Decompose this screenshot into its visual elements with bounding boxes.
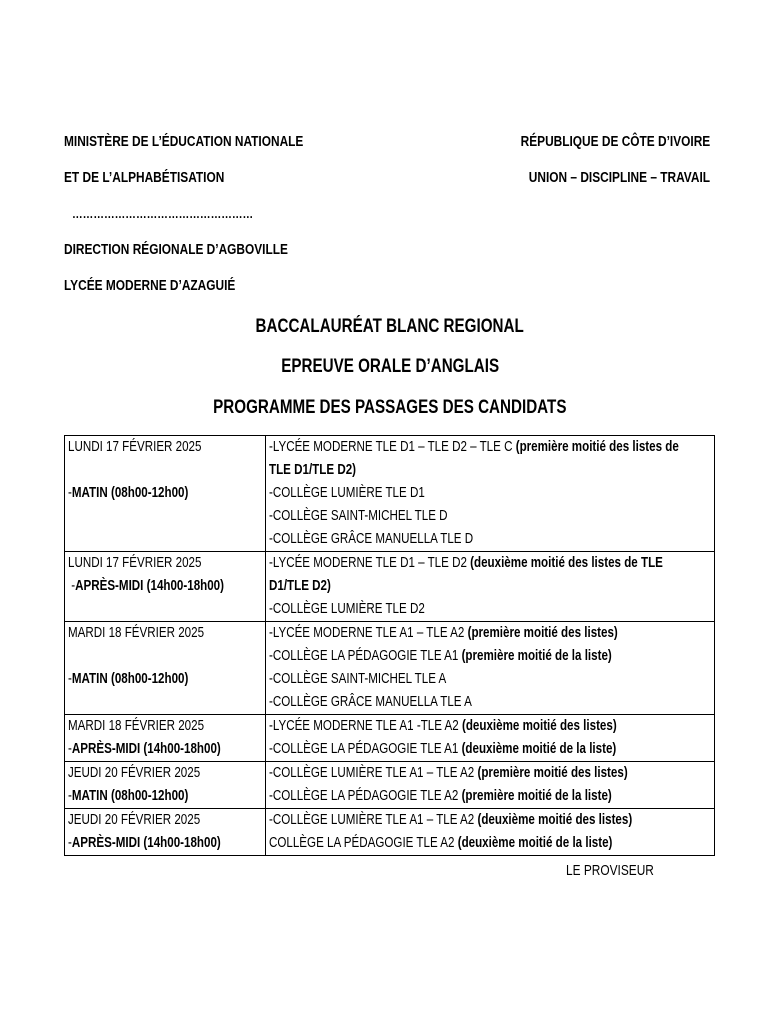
republic-line: RÉPUBLIQUE DE CÔTE D’IVOIRE xyxy=(520,134,710,150)
candidates-cell xyxy=(266,809,715,856)
ministry-line-1: MINISTÈRE DE L’ÉDUCATION NATIONALE xyxy=(64,134,304,150)
exam-date: MARDI 18 FÉVRIER 2025 xyxy=(68,718,205,734)
subtitle-exam: EPREUVE ORALE D’ANGLAIS xyxy=(281,356,499,377)
date-session-cell xyxy=(65,436,266,552)
class-list: -LYCÉE MODERNE TLE D1 – TLE D2 – TLE C xyxy=(269,439,516,455)
session-prefix: - xyxy=(68,835,72,851)
candidates-cell xyxy=(266,552,715,622)
table-row xyxy=(65,436,715,552)
exam-date: JEUDI 20 FÉVRIER 2025 xyxy=(68,812,201,828)
class-list: -COLLÈGE LUMIÈRE TLE A1 – TLE A2 xyxy=(269,765,478,781)
class-list: -COLLÈGE LA PÉDAGOGIE TLE A1 xyxy=(269,741,462,757)
signature-label: LE PROVISEUR xyxy=(566,863,654,879)
exam-date: JEUDI 20 FÉVRIER 2025 xyxy=(68,765,201,781)
table-row xyxy=(65,622,715,715)
list-portion-note: (première moitié des listes de xyxy=(515,439,679,455)
table-row xyxy=(65,715,715,762)
table-row xyxy=(65,552,715,622)
table-row xyxy=(65,809,715,856)
session-prefix: - xyxy=(68,578,76,594)
regional-direction: DIRECTION RÉGIONALE D’AGBOVILLE xyxy=(64,242,288,258)
class-list: -COLLÈGE GRÂCE MANUELLA TLE D xyxy=(269,531,474,547)
candidate-line xyxy=(269,691,472,714)
date-session-cell xyxy=(65,809,266,856)
candidate-line xyxy=(269,762,628,785)
candidates-cell xyxy=(266,436,715,552)
table-row xyxy=(65,762,715,809)
class-list: -COLLÈGE GRÂCE MANUELLA TLE A xyxy=(269,694,472,710)
exam-date: LUNDI 17 FÉVRIER 2025 xyxy=(68,555,202,571)
list-portion-note: (première moitié des listes) xyxy=(477,765,628,781)
session-time: APRÈS-MIDI (14h00-18h00) xyxy=(71,741,221,757)
session-time: APRÈS-MIDI (14h00-18h00) xyxy=(71,835,221,851)
schedule-table xyxy=(64,435,715,856)
school-name: LYCÉE MODERNE D’AZAGUIÉ xyxy=(64,278,236,294)
class-list: COLLÈGE LA PÉDAGOGIE TLE A2 xyxy=(269,835,458,851)
session-prefix: - xyxy=(68,671,72,687)
list-portion-note: D1/TLE D2) xyxy=(269,578,331,594)
candidate-line xyxy=(269,785,612,808)
session-time: APRÈS-MIDI (14h00-18h00) xyxy=(75,578,225,594)
candidate-line xyxy=(269,622,618,645)
main-title: BACCALAURÉAT BLANC REGIONAL xyxy=(255,316,525,337)
date-session-cell xyxy=(65,715,266,762)
candidate-line xyxy=(269,832,612,855)
candidates-cell xyxy=(266,715,715,762)
candidate-line xyxy=(269,528,473,551)
list-portion-note: (première moitié des listes) xyxy=(467,625,618,641)
candidate-line xyxy=(269,482,425,505)
class-list: -COLLÈGE LUMIÈRE TLE A1 – TLE A2 xyxy=(269,812,478,828)
ministry-line-2: ET DE L’ALPHABÉTISATION xyxy=(64,170,225,186)
class-list: -LYCÉE MODERNE TLE A1 -TLE A2 xyxy=(269,718,462,734)
exam-date: MARDI 18 FÉVRIER 2025 xyxy=(68,625,205,641)
class-list: -COLLÈGE SAINT-MICHEL TLE A xyxy=(269,671,447,687)
candidates-cell xyxy=(266,622,715,715)
candidate-line xyxy=(269,575,331,598)
candidate-line xyxy=(269,436,679,459)
class-list: -COLLÈGE LUMIÈRE TLE D1 xyxy=(269,485,425,501)
class-list: -COLLÈGE SAINT-MICHEL TLE D xyxy=(269,508,448,524)
session-prefix: - xyxy=(68,741,72,757)
candidate-line xyxy=(269,598,425,621)
candidates-cell xyxy=(266,762,715,809)
date-session-cell xyxy=(65,552,266,622)
session-time: MATIN (08h00-12h00) xyxy=(71,788,189,804)
session-prefix: - xyxy=(68,485,72,501)
list-portion-note: (deuxième moitié de la liste) xyxy=(457,835,613,851)
list-portion-note: (deuxième moitié des listes de TLE xyxy=(470,555,663,571)
candidate-line xyxy=(269,738,616,761)
subtitle-programme: PROGRAMME DES PASSAGES DES CANDIDATS xyxy=(213,397,567,418)
list-portion-note: (deuxième moitié de la liste) xyxy=(461,741,617,757)
session-time: MATIN (08h00-12h00) xyxy=(71,671,189,687)
candidate-line xyxy=(269,715,617,738)
exam-date: LUNDI 17 FÉVRIER 2025 xyxy=(68,439,202,455)
candidate-line xyxy=(269,459,356,482)
candidate-line xyxy=(269,645,612,668)
dotted-separator: …………………………………………… xyxy=(72,206,254,221)
list-portion-note: (première moitié de la liste) xyxy=(461,788,612,804)
class-list: -LYCÉE MODERNE TLE A1 – TLE A2 xyxy=(269,625,468,641)
list-portion-note: TLE D1/TLE D2) xyxy=(269,462,357,478)
candidate-line xyxy=(269,505,448,528)
motto-line: UNION – DISCIPLINE – TRAVAIL xyxy=(528,170,710,186)
class-list: -COLLÈGE LA PÉDAGOGIE TLE A2 xyxy=(269,788,462,804)
date-session-cell xyxy=(65,762,266,809)
session-prefix: - xyxy=(68,788,72,804)
candidate-line xyxy=(269,809,632,832)
session-time: MATIN (08h00-12h00) xyxy=(71,485,189,501)
list-portion-note: (deuxième moitié des listes) xyxy=(477,812,633,828)
class-list: -COLLÈGE LA PÉDAGOGIE TLE A1 xyxy=(269,648,462,664)
candidate-line xyxy=(269,552,663,575)
list-portion-note: (première moitié de la liste) xyxy=(461,648,612,664)
class-list: -LYCÉE MODERNE TLE D1 – TLE D2 xyxy=(269,555,471,571)
class-list: -COLLÈGE LUMIÈRE TLE D2 xyxy=(269,601,425,617)
list-portion-note: (deuxième moitié des listes) xyxy=(461,718,617,734)
candidate-line xyxy=(269,668,446,691)
date-session-cell xyxy=(65,622,266,715)
